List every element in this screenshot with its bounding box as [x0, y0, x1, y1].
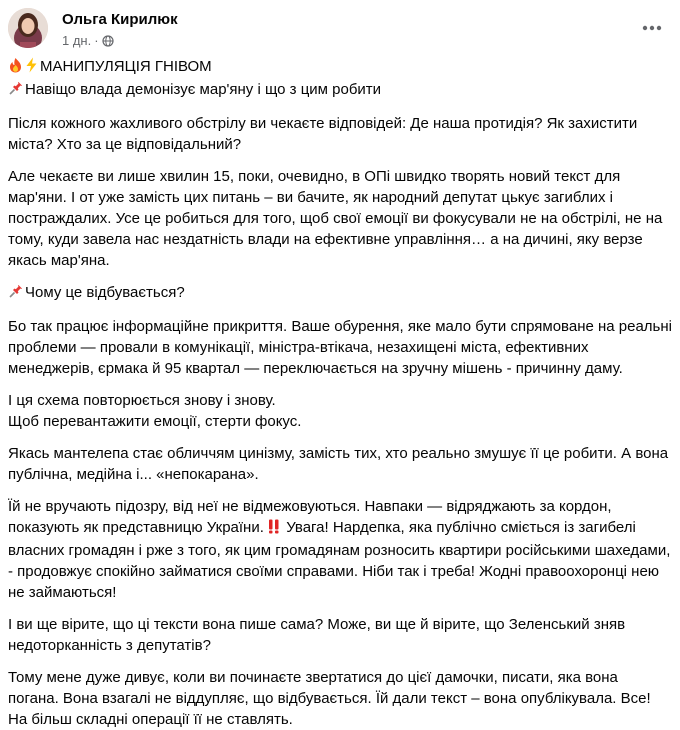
more-horizontal-icon[interactable]	[638, 14, 666, 42]
fire-emoji	[8, 57, 23, 79]
post-header	[8, 8, 672, 50]
author-name[interactable]: Ольга Кирилюк	[62, 11, 178, 28]
pushpin-emoji	[8, 81, 23, 102]
paragraph-3-text: Чому це відбувається?	[25, 284, 185, 301]
post-subtitle-line	[8, 79, 672, 102]
pushpin-emoji	[8, 284, 23, 305]
post-body	[8, 56, 672, 730]
paragraph-4: Бо так працює інформаційне прикриття. Ваше обурення, яке мало бути спрямоване на реальні проблеми — провали в комунікації, міністра-втікача, незахищені міста, ефективних менеджерів, єрмака й 95 квартал — переключається на зручну мішень - причинну даму.	[8, 318, 672, 377]
paragraph-7a-text: Їй не вручають підозру, від неї не відмежовуються. Навпаки — відряджають за кордон, показують як представницю України.	[8, 498, 612, 536]
paragraph-1: Після кожного жахливого обстрілу ви чекаєте відповідей: Де наша протидія? Як захистити міста? Хто за це відповідальний?	[8, 115, 638, 153]
paragraph-8: І ви ще вірите, що ці тексти вона пише сама? Може, ви ще й вірите, що Зеленський зняв недоторканність з депутатів?	[8, 616, 626, 654]
double-exclamation-emoji	[268, 519, 280, 540]
paragraph-6: Якась мантелепа стає обличчям цинізму, замість тих, хто реально змушує її це робити. А вона публічна, медійна і... «непокарана».	[8, 445, 669, 483]
paragraph-9: Тому мене дуже дивує, коли ви починаєте звертатися до цієї дамочки, писати, яка вона погана. Вона взагалі не віддупляє, що відбувається. Їй дали текст – вона опублікувала. Все! На більш складні операції її не ставлять.	[8, 669, 651, 728]
paragraph-5a: І ця схема повторюється знову і знову.	[8, 392, 276, 409]
post-title-line	[8, 56, 672, 79]
paragraph-3	[8, 282, 672, 305]
paragraph-7b-text: Увага! Нардепка, яка публічно сміється із загибелі власних громадян і рже з того, як цим громадянам розносить квартири російськими шахедами, - продовжує спокійно займатися своїми справами. Ніби так і треба! Жодні правоохоронці нею не займаються!	[8, 519, 671, 601]
post-subtitle: Навіщо влада демонізує мар'яну і що з цим робити	[25, 81, 382, 98]
author-avatar[interactable]	[8, 8, 48, 48]
globe-icon[interactable]	[102, 35, 114, 47]
post-meta	[62, 33, 114, 48]
paragraph-5b: Щоб перевантажити емоції, стерти фокус.	[8, 413, 302, 430]
paragraph-7	[8, 496, 672, 603]
lightning-emoji	[25, 57, 38, 79]
meta-separator: ·	[94, 33, 99, 48]
post-time[interactable]: 1 дн.	[62, 33, 92, 48]
paragraph-2: Але чекаєте ви лише хвилин 15, поки, очевидно, в ОПі швидко творять новий текст для мар'яни. І от уже замість цих питань – ви бачите, як народний депутат цькує загиблих і постраждалих. Усе це робиться для того, щоб свої емоції ви фокусували не на обстрілі, не на тому, куди завела нас нездатність влади на ефективне управління… а на дичині, яку верзе якась мар'яна.	[8, 168, 663, 269]
post-title: МАНИПУЛЯЦІЯ ГНІВОМ	[40, 58, 212, 75]
